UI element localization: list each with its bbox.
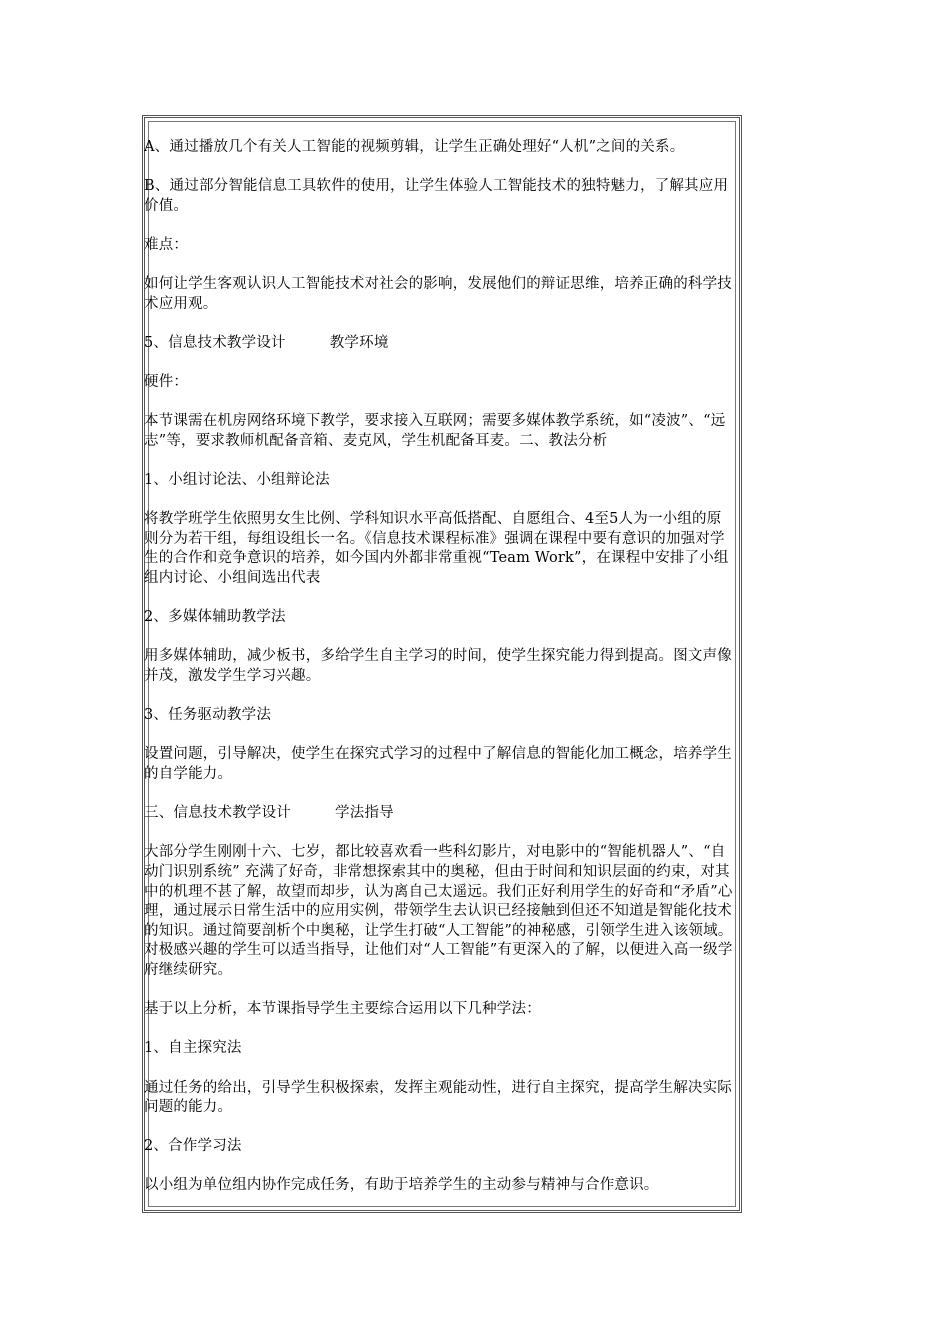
section-heading-environment [144, 334, 736, 354]
hardware-paragraph: 本节课需在机房网络环境下教学，要求接入互联网；需要多媒体教学系统，如“凌波”、“远志”等，要求教师机配备音箱、麦克风，学生机配备耳麦。二、教法分析 [144, 413, 726, 449]
method-2-heading: 2、多媒体辅助教学法 [144, 609, 286, 626]
document-body [144, 138, 736, 1216]
section-heading-environment-left: 5、信息技术教学设计 [144, 334, 286, 351]
paragraph-a: A、通过播放几个有关人工智能的视频剪辑，让学生正确处理好“人机”之间的关系。 [144, 139, 685, 155]
section-heading-environment-right: 教学环境 [329, 334, 389, 351]
method-2-paragraph: 用多媒体辅助，减少板书，多给学生自主学习的时间，使学生探究能力得到提高。图文声像并茂，激发学生学习兴趣。 [144, 648, 732, 685]
section-heading-learning-left: 三、信息技术教学设计 [144, 805, 291, 822]
learning-1-paragraph: 通过任务的给出，引导学生积极探索，发挥主观能动性，进行自主探究，提高学生解决实际问题的能力。 [144, 1079, 732, 1116]
learning-2-paragraph: 以小组为单位组内协作完成任务，有助于培养学生的主动参与精神与合作意识。 [144, 1177, 659, 1194]
learning-summary-paragraph: 基于以上分析，本节课指导学生主要综合运用以下几种学法： [144, 1001, 541, 1018]
section-heading-learning-right: 学法指导 [335, 805, 394, 822]
section-heading-learning [144, 804, 736, 824]
learning-analysis-paragraph: 大部分学生刚刚十六、七岁，都比较喜欢看一些科幻影片，对电影中的“智能机器人”、“自动门识别系统” 充满了好奇，非常想探索其中的奥秘，但由于时间和知识层面的约束，对其中的机理不甚了解，故望而却步，认为离自己太遥远。我们正好利用学生的好奇和“矛盾”心理，通过展示日常生活中的应用实例，带领学生去认识已经接触到但还不知道是智能化技术的知识。通过简要剖析个中奥秘，让学生打破“人工智能”的神秘感，引领学生进入该领域。对极感兴趣的学生可以适当指导，让他们对“人工智能”有更深入的了解，以便进入高一级学府继续研究。 [144, 844, 733, 978]
method-1-paragraph: 将教学班学生依照男女生比例、学科知识水平高低搭配、自愿组合、4至5人为一小组的原则分为若干组，每组设组长一名。《信息技术课程标准》强调在课程中要有意识的加强对学生的合作和竞争意识的培养，如今国内外都非常重视“Team Work”，在课程中安排了小组组内讨论、小组间选出代表 [144, 511, 729, 587]
method-1-heading: 1、小组讨论法、小组辩论法 [144, 472, 330, 489]
method-3-heading: 3、任务驱动教学法 [144, 707, 272, 724]
difficulty-paragraph: 如何让学生客观认识人工智能技术对社会的影响，发展他们的辩证思维，培养正确的科学技术应用观。 [144, 276, 732, 312]
learning-2-heading: 2、合作学习法 [144, 1138, 242, 1155]
learning-1-heading: 1、自主探究法 [144, 1040, 242, 1057]
method-3-paragraph: 设置问题，引导解决，使学生在探究式学习的过程中了解信息的智能化加工概念，培养学生的自学能力。 [144, 746, 732, 782]
hardware-heading: 硬件： [144, 374, 189, 391]
paragraph-b: B、通过部分智能信息工具软件的使用，让学生体验人工智能技术的独特魅力，了解其应用价值。 [144, 178, 729, 214]
difficulty-heading: 难点： [144, 236, 189, 253]
